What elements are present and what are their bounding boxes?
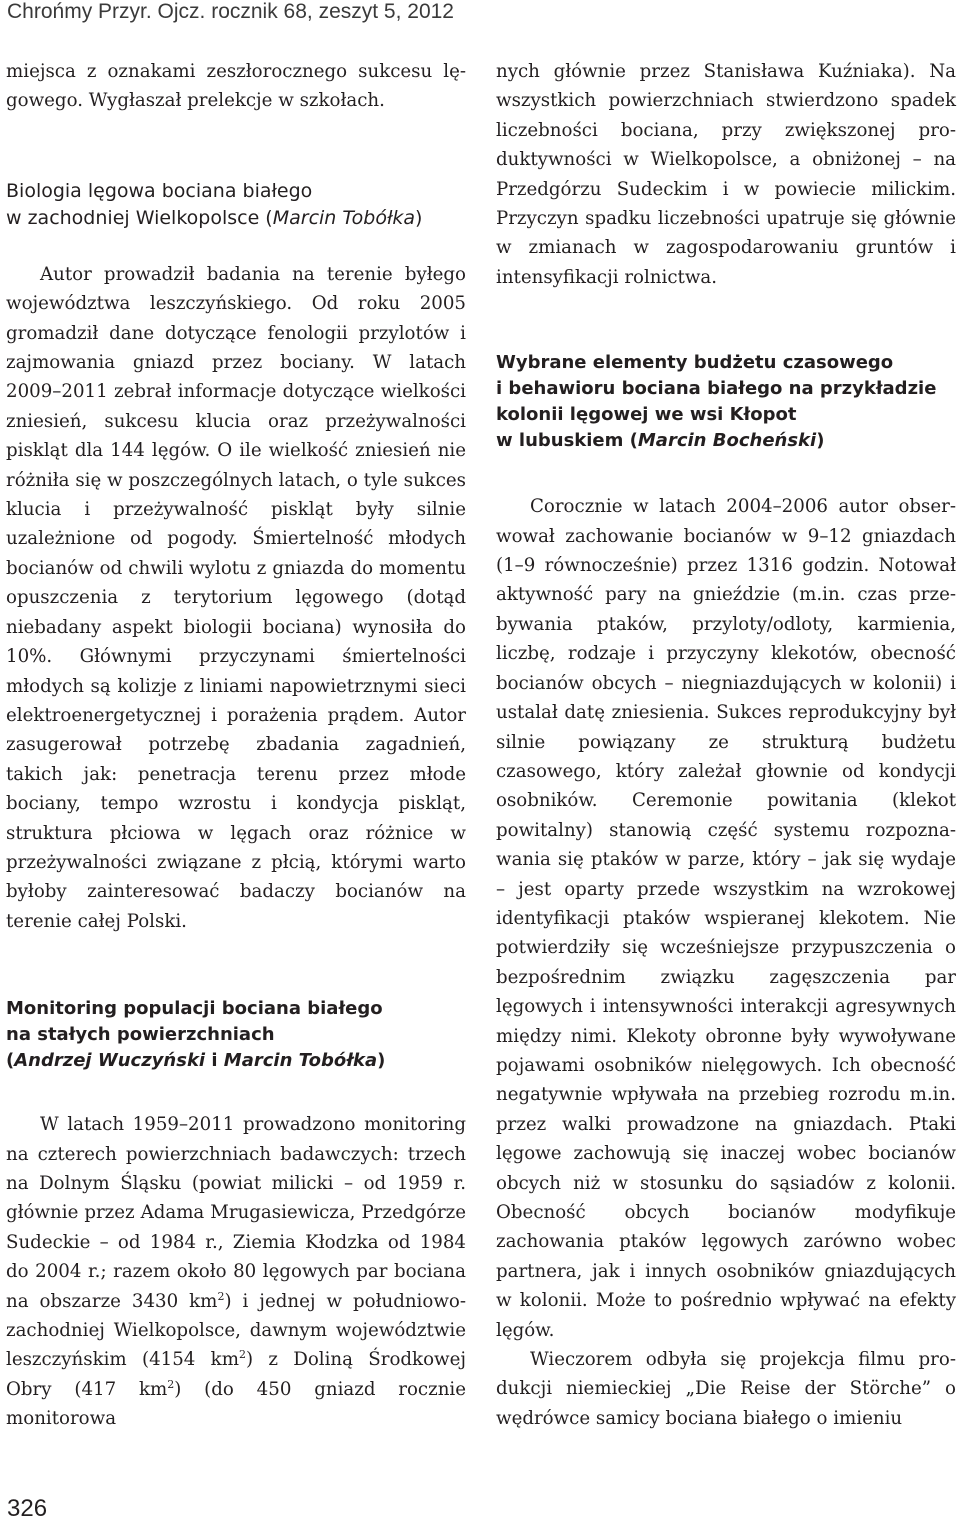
heading-line: i behawioru bociana białego na przykładzie: [496, 378, 937, 400]
heading-line: [6, 1048, 466, 1074]
heading-text: ): [415, 206, 423, 229]
left-column: [6, 57, 466, 1434]
section-heading-time-budget: [496, 350, 956, 454]
body-paragraph-monitoring: [6, 1110, 466, 1433]
author-name: Marcin Tobółka: [272, 206, 416, 229]
section-heading-breeding-biology: [6, 178, 466, 232]
heading-line: kolonii lęgowej we wsi Kłopot: [496, 404, 797, 426]
heading-text: i: [205, 1050, 224, 1072]
body-text: ) i jednej w południowo-zachodniej Wielkopolsce, dawnym województwie leszczyńskim (4154 km: [6, 1290, 466, 1371]
heading-text: w zachodniej Wielkopolsce (: [6, 206, 273, 229]
body-paragraph-time-budget: Corocznie w latach 2004–2006 autor obserwował zachowanie bocianów w 9–12 gniazdach (1–9 równocześnie) przez 1316 godzin. Notował aktywność pary na gnieździe (m.in. czas przebywania ptaków, przyloty/odloty, karmienia, liczbę, rodzaje i przyczyny klekotów, obecność bocianów obcych – niegniazdujących w kolonii) i ustalał datę zniesienia. Sukces reprodukcyjny był silnie powiązany ze strukturą budżetu czasowego, który zależał głownie od kondycji osobników. Ceremonie powitania (klekot powitalny) stanowią część systemu rozpoznawania się ptaków w parze, który – jak się wydaje – jest oparty przede wszystkim na wzrokowej identyfikacji ptaków wspieranej klekotem. Nie potwierdziły się wcześniejsze przypuszczenia o bezpośrednim związku zagęszczenia par lęgowych i intensywności interakcji agresywnych między nimi. Klekoty obronne były wywoływane pojawami osobników nielęgowych. Ich obecność negatywnie wpływała na przebieg rozrodu m.in. przez walki prowadzone na gniazdach. Ptaki lęgowe zachowują się inaczej wobec bocianów obcych niż w stosunku do sąsiadów z kolonii. Obecność obcych bocianów modyfikuje zachowania ptaków lęgowych zarówno wobec partnera, jak i innych osobników gniazdujących w kolonii. Może to pośrednio wpływać na efekty lęgów.: [496, 496, 956, 1341]
author-name: Andrzej Wuczyński: [14, 1050, 206, 1072]
heading-line: [496, 428, 956, 454]
body-text: W latach 1959–2011 prowadzono monitoring na czterech powierzchniach badawczych: trzech na Dolnym Śląsku (powiat milicki – od 1959 r. głównie przez Adama Mrugasiewicza, Przedgórze Sudeckie – od 1984 r., Ziemia Kłodzka od 1984 do 2004 r.; razem około 80 lęgowych par bociana na obszarze 3430 km: [6, 1114, 466, 1312]
heading-line: Biologia lęgowa bociana białego: [6, 179, 313, 202]
heading-text: w lubuskiem (: [496, 430, 638, 452]
body-paragraph-breeding-biology: Autor prowadził badania na terenie byłego województwa leszczyńskiego. Od roku 2005 gromadził dane dotyczące fenologii przylotów i zajmowania gniazd przez bociany. W latach 2009–2011 zebrał informacje dotyczące wielkości zniesień, sukcesu klucia oraz przeżywalności piskląt dla 144 lęgów. O ile wielkość zniesień nie różniła się w poszczególnych latach, o tyle sukces klucia i przeżywalność piskląt były silnie uzależnione od pogody. Śmiertelność młodych bocianów od chwili wylotu z gniazda do momentu opuszczenia z terytorium lęgowego (dotąd niebadany aspekt biologii bociana) wynosiła do 10%. Głównymi przyczynami śmiertelności młodych są kolizje z liniami napowietrznymi sieci elektroenergetycznej i porażenia prądem. Autor zasugerował potrzebę zbadania zagadnień, takich jak: penetracja terenu przez młode bociany, tempo wzrostu i kondycja piskląt, struktura płciowa w lęgach oraz różnice w przeżywalności związane z płcią, którymi warto byłoby zainteresować badaczy bocianów na terenie całej Polski.: [6, 263, 466, 932]
body-text: ) (do 450 gniazd rocznie monitorowa: [6, 1378, 466, 1430]
heading-line: [6, 205, 466, 232]
author-name: Marcin Bocheński: [637, 430, 817, 452]
heading-line: na stałych powierzchniach: [6, 1024, 275, 1046]
body-paragraph-film: Wieczorem odbyła się projekcja filmu produkcji niemieckiej „Die Reise der Störche” o wędrówce samicy bociana białego o imieniu: [496, 1349, 956, 1429]
heading-text: ): [377, 1050, 386, 1072]
superscript: 2: [238, 1348, 246, 1362]
superscript: 2: [167, 1377, 175, 1391]
journal-header: Chrońmy Przyr. Ojcz. rocznik 68, zeszyt 5, 2012: [7, 0, 454, 23]
page-number: 326: [7, 1495, 48, 1522]
heading-line: Monitoring populacji bociana białego: [6, 998, 383, 1020]
continuation-paragraph: nych głównie przez Stanisława Kuźniaka). Na wszystkich powierzchniach stwierdzono spadek liczebności bociana, przy zwiększonej produktywności w Wielkopolsce, a obniżonej – na Przedgórzu Sudeckim i w powiecie milickim. Przyczyn spadku liczebności upatruje się głównie w zmianach w zagospodarowaniu gruntów i intensyfikacji rolnictwa.: [496, 61, 956, 288]
superscript: 2: [217, 1289, 225, 1303]
body-text: ) z Doliną Środkowej Obry (417 km: [6, 1349, 466, 1400]
right-column: [496, 57, 956, 1433]
heading-text: (: [6, 1050, 15, 1072]
heading-text: ): [816, 430, 825, 452]
heading-line: Wybrane elementy budżetu czasowego: [496, 352, 894, 374]
intro-paragraph: miejsca z oznakami zeszłorocznego sukcesu lęgowego. Wygłaszał prelekcje w szkołach.: [6, 61, 466, 112]
section-heading-monitoring: [6, 996, 466, 1074]
author-name: Marcin Tobółka: [223, 1050, 378, 1072]
